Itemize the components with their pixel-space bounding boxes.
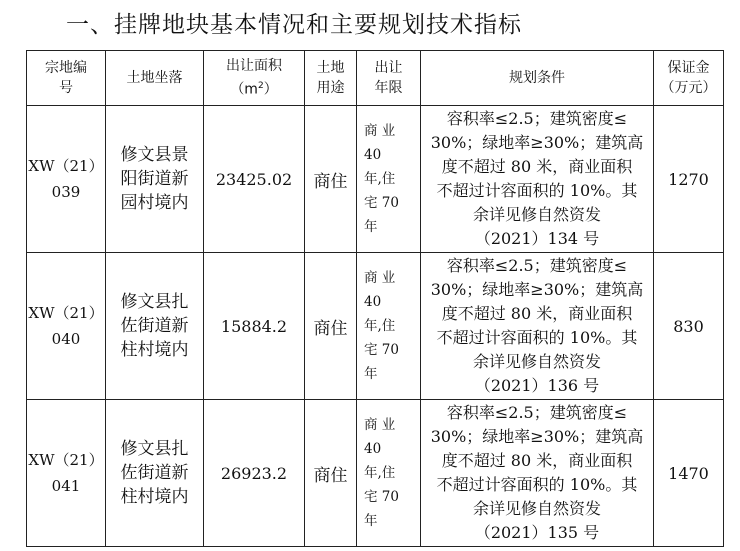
parcel-term: 商 业 40 年,住 宅 70 年 [357,400,421,547]
header-area: 出让面积 $(m^2)$ [204,51,305,106]
parcel-code: XW（21） 041 [27,400,106,547]
header-use: 土地 用途 [305,51,357,106]
header-code: 宗地编 号 [27,51,106,106]
parcel-area: 23425.02 [204,106,305,253]
parcel-use: 商住 [305,106,357,253]
parcel-deposit: 830 [654,253,724,400]
table-row [27,106,724,253]
parcel-code: XW（21） 040 [27,253,106,400]
parcel-term: 商 业 40 年,住 宅 70 年 [357,253,421,400]
parcel-location: 修文县扎 佐街道新 柱村境内 [106,400,204,547]
header-deposit: 保证金 （万元） [654,51,724,106]
parcel-deposit: 1470 [654,400,724,547]
page-title: 一、挂牌地块基本情况和主要规划技术指标 [66,12,522,38]
parcel-location: 修文县扎 佐街道新 柱村境内 [106,253,204,400]
header-location: 土地坐落 [106,51,204,106]
parcel-term: 商 业 40 年,住 宅 70 年 [357,106,421,253]
parcel-conditions: 容积率≤2.5；建筑密度≤ 30%；绿地率≥30%；建筑高 度不超过 80 米，商业面积 不超过计容面积的 10%。其 余详见修自然资发 （2021）134 号 [421,106,654,253]
table-row [27,400,724,547]
parcel-code: XW（21） 039 [27,106,106,253]
parcel-use: 商住 [305,400,357,547]
header-row [27,51,724,106]
parcel-use: 商住 [305,253,357,400]
parcel-deposit: 1270 [654,106,724,253]
parcel-location: 修文县景 阳街道新 园村境内 [106,106,204,253]
land-parcel-table [26,50,724,547]
header-term: 出让 年限 [357,51,421,106]
parcel-conditions: 容积率≤2.5；建筑密度≤ 30%；绿地率≥30%；建筑高 度不超过 80 米，商业面积 不超过计容面积的 10%。其 余详见修自然资发 （2021）135 号 [421,400,654,547]
parcel-area: 26923.2 [204,400,305,547]
parcel-area: 15884.2 [204,253,305,400]
header-conditions: 规划条件 [421,51,654,106]
parcel-conditions: 容积率≤2.5；建筑密度≤ 30%；绿地率≥30%；建筑高 度不超过 80 米，商业面积 不超过计容面积的 10%。其 余详见修自然资发 （2021）136 号 [421,253,654,400]
table-row [27,253,724,400]
